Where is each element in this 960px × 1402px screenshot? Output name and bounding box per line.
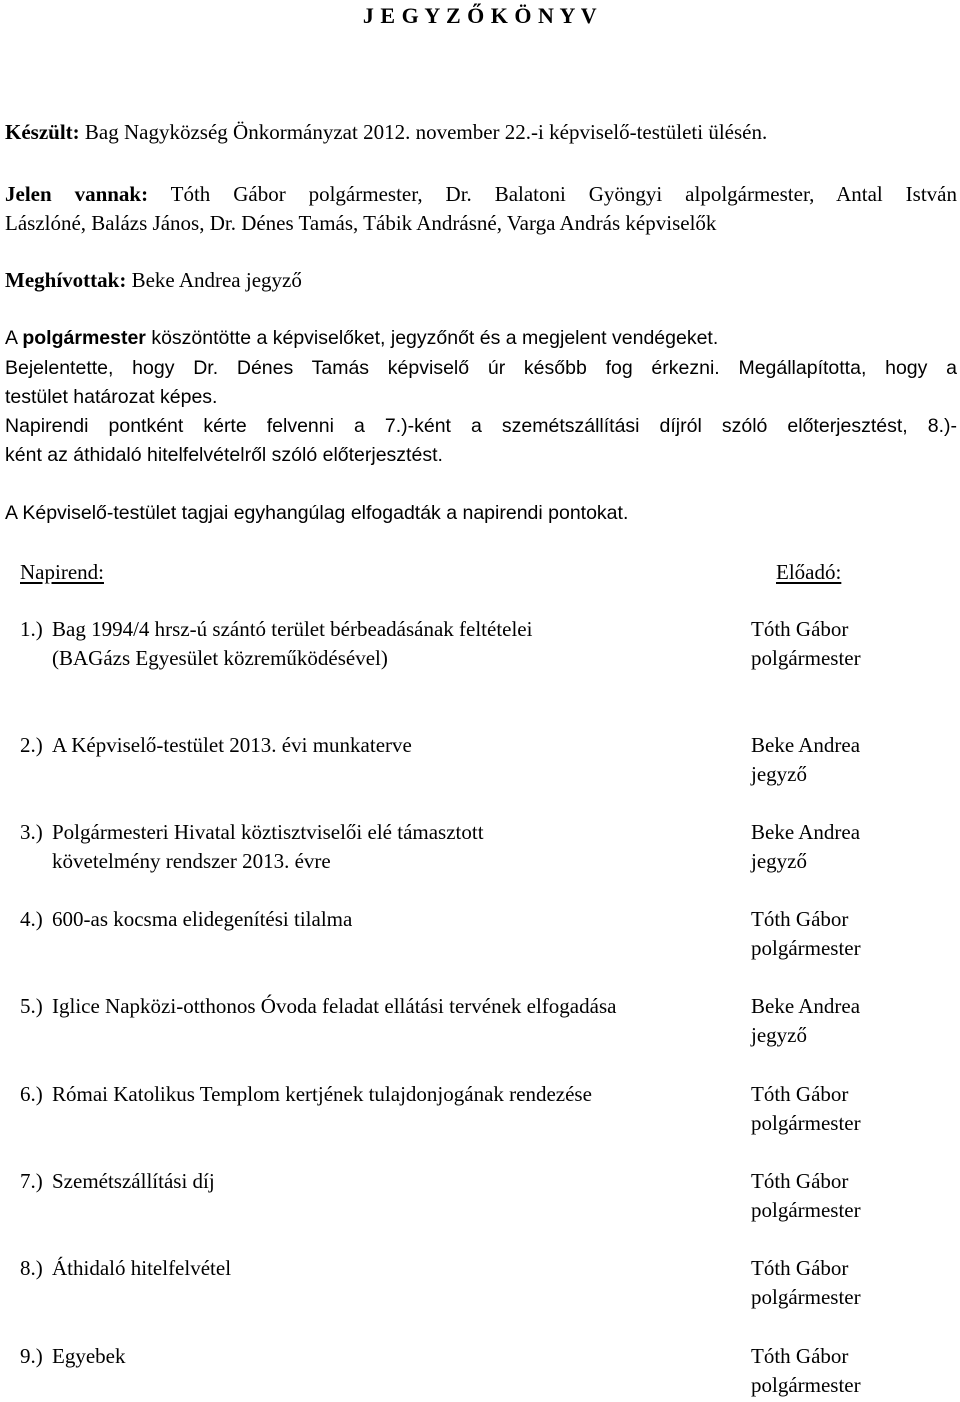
agenda-item-number: 8.) (20, 1256, 43, 1280)
attendees-line-2: Lászlóné, Balázs János, Dr. Dénes Tamás, Tábik Andrásné, Varga András képviselők (5, 211, 717, 235)
invited-line (5, 268, 302, 293)
agenda-item-presenter: Tóth Gábor (751, 617, 849, 641)
intro-line-2: Bejelentette, hogy Dr. Dénes Tamás képviselő úr később fog érkezni. Megállapította, hogy a (5, 357, 957, 379)
prepared-text: Bag Nagyközség Önkormányzat 2012. november 22.-i képviselő-testületi ülésén. (84, 120, 768, 144)
agenda-item-presenter: Beke Andrea (751, 733, 861, 757)
agenda-item-presenter-role: polgármester (751, 1111, 861, 1135)
attendees-text-1: Tóth Gábor polgármester, Dr. Balatoni Gyöngyi alpolgármester, Antal István (170, 182, 957, 206)
agenda-item-presenter: Tóth Gábor (751, 1344, 849, 1368)
presenter-header: Előadó: (776, 560, 842, 584)
agenda-item-presenter: Beke Andrea (751, 994, 861, 1018)
agenda-item-title: Római Katolikus Templom kertjének tulajdonjogának rendezése (52, 1082, 592, 1106)
attendees-line-1 (5, 182, 957, 207)
agenda-item-title: 600-as kocsma elidegenítési tilalma (52, 907, 353, 931)
intro-bold: polgármester (22, 327, 146, 349)
agenda-item-presenter: Tóth Gábor (751, 1256, 849, 1280)
agenda-item-presenter: Tóth Gábor (751, 1082, 849, 1106)
agenda-item-number: 5.) (20, 994, 43, 1018)
agenda-item-presenter-role: jegyző (751, 762, 807, 786)
agenda-item-number: 9.) (20, 1344, 43, 1368)
intro-line-4: Napirendi pontként kérte felvenni a 7.)-ként a szemétszállítási díjról szóló előterjesztést, 8.)- (5, 415, 957, 437)
document-title: J E G Y Z Ő K Ö N Y V (362, 3, 598, 28)
agenda-item-title: A Képviselő-testület 2013. évi munkaterve (52, 733, 412, 757)
agenda-item-title: Áthidaló hitelfelvétel (52, 1256, 232, 1280)
agenda-item-title: Iglice Napközi-otthonos Óvoda feladat ellátási tervének elfogadása (52, 994, 617, 1018)
intro-rest: köszöntötte a képviselőket, jegyzőnőt és a megjelent vendégeket. (151, 327, 719, 349)
agenda-item-presenter-role: polgármester (751, 936, 861, 960)
attendees-label: Jelen vannak: (5, 182, 149, 206)
agenda-item-presenter-role: polgármester (751, 1373, 861, 1397)
agenda-item-number: 3.) (20, 820, 43, 844)
agenda-header: Napirend: (20, 560, 104, 584)
invited-text: Beke Andrea jegyző (131, 268, 302, 292)
agenda-item-presenter: Beke Andrea (751, 820, 861, 844)
invited-label: Meghívottak: (5, 268, 127, 292)
agenda-item-number: 2.) (20, 733, 43, 757)
prepared-label: Készült: (5, 120, 80, 144)
agenda-item-presenter-role: polgármester (751, 1198, 861, 1222)
agenda-item-presenter-role: polgármester (751, 1285, 861, 1309)
agenda-item-number: 1.) (20, 617, 43, 641)
acceptance-text: A Képviselő-testület tagjai egyhangúlag elfogadták a napirendi pontokat. (5, 502, 629, 524)
agenda-item-number: 6.) (20, 1082, 43, 1106)
agenda-item-title-cont: (BAGázs Egyesület közreműködésével) (52, 646, 388, 670)
intro-line-1 (5, 327, 718, 350)
intro-prefix: A (5, 327, 17, 349)
intro-line-3: testület határozat képes. (5, 386, 218, 408)
agenda-item-number: 4.) (20, 907, 43, 931)
agenda-item-presenter: Tóth Gábor (751, 907, 849, 931)
agenda-item-title: Polgármesteri Hivatal köztisztviselői elé támasztott (52, 820, 484, 844)
agenda-item-title: Szemétszállítási díj (52, 1169, 215, 1193)
agenda-item-title-cont: követelmény rendszer 2013. évre (52, 849, 331, 873)
prepared-line (5, 120, 767, 145)
agenda-item-presenter-role: polgármester (751, 646, 861, 670)
agenda-item-title: Bag 1994/4 hrsz-ú szántó terület bérbeadásának feltételei (52, 617, 533, 641)
intro-line-5: ként az áthidaló hitelfelvételről szóló előterjesztést. (5, 444, 443, 466)
agenda-item-number: 7.) (20, 1169, 43, 1193)
agenda-item-presenter-role: jegyző (751, 849, 807, 873)
agenda-item-presenter: Tóth Gábor (751, 1169, 849, 1193)
agenda-item-presenter-role: jegyző (751, 1023, 807, 1047)
agenda-item-title: Egyebek (52, 1344, 126, 1368)
